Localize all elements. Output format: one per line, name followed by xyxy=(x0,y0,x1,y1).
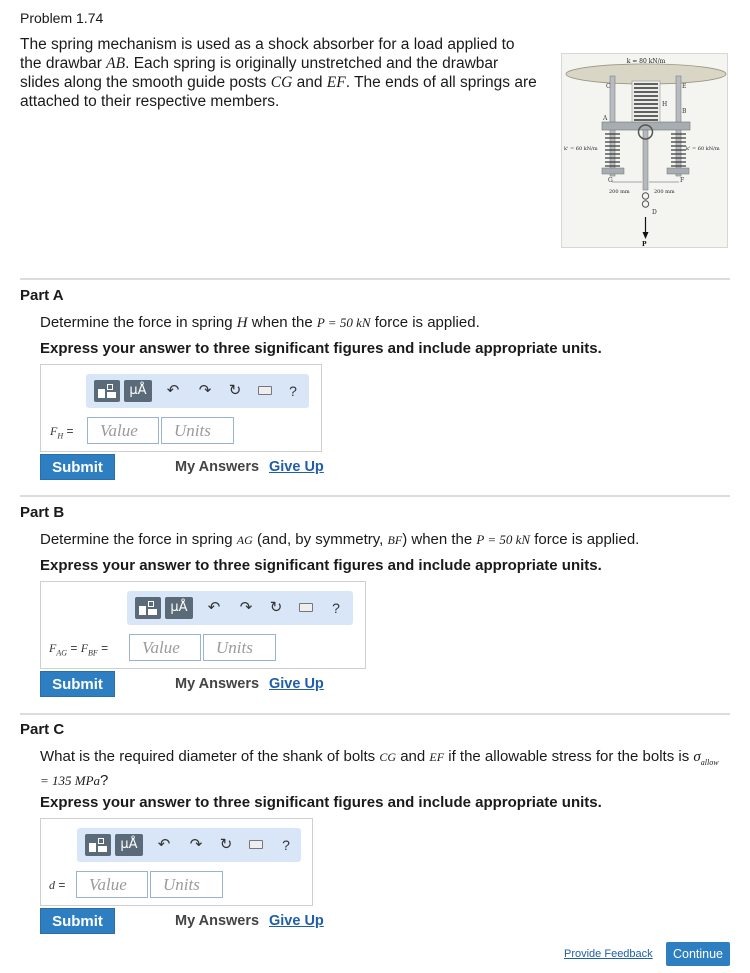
dim-right-label: 200 mm xyxy=(654,189,675,195)
part-b-title: Part B xyxy=(20,504,65,521)
problem-post-1-symbol: CG xyxy=(270,74,293,91)
mechanism-figure xyxy=(561,53,728,248)
part-c-stress-sub: allow xyxy=(700,758,719,767)
label-d: D xyxy=(652,209,657,216)
part-c-answer-box xyxy=(40,818,313,906)
label-e: E xyxy=(682,83,687,90)
part-b-label-2-sub: BF xyxy=(88,648,98,658)
problem-title: Problem 1.74 xyxy=(20,10,104,26)
part-a-spring-symbol: H xyxy=(236,315,248,331)
help-icon[interactable]: ? xyxy=(289,383,297,399)
part-a-instruction: Express your answer to three significant figures and include appropriate units. xyxy=(40,340,602,357)
part-c-q3: if the allowable stress for the bolts is xyxy=(448,748,690,765)
divider-part-a xyxy=(20,278,730,280)
part-a-title: Part A xyxy=(20,287,64,304)
part-c-bolt-2-symbol: EF xyxy=(429,750,445,764)
part-c-my-answers-link[interactable]: My Answers xyxy=(175,913,260,929)
label-p: P xyxy=(642,241,647,248)
part-b-q2: (and, by symmetry, xyxy=(256,531,384,548)
part-b-question xyxy=(40,531,730,549)
continue-button[interactable]: Continue xyxy=(666,942,730,966)
part-a-q2: when the xyxy=(251,314,313,331)
part-b-load: P = 50 kN xyxy=(476,532,531,547)
mechanism-diagram xyxy=(562,54,729,249)
part-c-give-up-link[interactable]: Give Up xyxy=(269,913,324,929)
part-a-toolbar xyxy=(86,374,309,408)
part-c-instruction: Express your answer to three significant figures and include appropriate units. xyxy=(40,794,602,811)
help-icon[interactable]: ? xyxy=(332,600,340,616)
part-c-units-input[interactable]: Units xyxy=(150,871,223,898)
redo-icon[interactable]: ↷ xyxy=(198,382,212,399)
part-b-q1: Determine the force in spring xyxy=(40,531,233,548)
redo-icon[interactable]: ↷ xyxy=(239,599,253,616)
part-c-q4: ? xyxy=(100,772,109,789)
divider-part-b xyxy=(20,495,730,497)
part-a-give-up-link[interactable]: Give Up xyxy=(269,459,324,475)
problem-post-2-symbol: EF xyxy=(326,74,346,91)
help-icon[interactable]: ? xyxy=(282,837,290,853)
templates-button[interactable] xyxy=(94,380,120,402)
templates-button[interactable] xyxy=(135,597,161,619)
undo-icon[interactable]: ↶ xyxy=(157,836,171,853)
part-b-submit-button[interactable]: Submit xyxy=(40,671,115,697)
problem-bar-symbol: AB xyxy=(106,55,126,72)
reset-icon[interactable]: ↻ xyxy=(269,599,283,616)
part-c-label-symbol: d xyxy=(49,878,55,892)
k-left-label: k' = 60 kN/m xyxy=(564,146,598,152)
templates-button[interactable] xyxy=(85,834,111,856)
part-c-toolbar xyxy=(77,828,301,862)
part-b-my-answers-link[interactable]: My Answers xyxy=(175,676,260,692)
part-b-units-input[interactable]: Units xyxy=(203,634,276,661)
part-a-label: $F_H$ = xyxy=(50,424,74,441)
label-f: F xyxy=(680,177,685,184)
k-right-label: k' = 60 kN/m xyxy=(686,146,720,152)
part-c-stress-value: = 135 MPa xyxy=(40,773,101,788)
label-g: G xyxy=(608,177,613,184)
problem-text-3: and xyxy=(296,74,323,91)
units-symbol-button[interactable]: μÅ xyxy=(165,597,193,619)
dim-left-label: 200 mm xyxy=(609,189,630,195)
part-a-label-sub: H xyxy=(57,431,64,441)
part-a-value-input[interactable]: Value xyxy=(87,417,159,444)
part-a-q3: force is applied. xyxy=(374,314,480,331)
part-c-stress-symbol: σ xyxy=(693,749,701,765)
part-b-instruction: Express your answer to three significant figures and include appropriate units. xyxy=(40,557,602,574)
keyboard-icon[interactable] xyxy=(299,603,313,612)
part-c-submit-button[interactable]: Submit xyxy=(40,908,115,934)
part-c-question xyxy=(40,748,730,790)
part-c-bolt-1-symbol: CG xyxy=(379,750,397,764)
part-c-q2: and xyxy=(400,748,426,765)
units-symbol-button[interactable]: μÅ xyxy=(124,380,152,402)
part-a-question xyxy=(40,314,730,332)
reset-icon[interactable]: ↻ xyxy=(228,382,242,399)
label-c: C xyxy=(606,83,611,90)
part-c-value-input[interactable]: Value xyxy=(76,871,148,898)
keyboard-icon[interactable] xyxy=(258,386,272,395)
part-a-label-symbol: F xyxy=(50,424,58,438)
part-b-label-2-symbol: F xyxy=(80,641,89,655)
provide-feedback-link[interactable]: Provide Feedback xyxy=(564,948,653,960)
k-top-label: k = 80 kN/m xyxy=(626,58,666,65)
part-b-value-input[interactable]: Value xyxy=(129,634,201,661)
part-b-q3: ) when the xyxy=(402,531,473,548)
part-b-label-1-sub: AG xyxy=(56,648,68,658)
part-a-answer-box xyxy=(40,364,322,452)
part-a-units-input[interactable]: Units xyxy=(161,417,234,444)
part-c-q1: What is the required diameter of the shank of bolts xyxy=(40,748,376,765)
label-h: H xyxy=(662,101,668,108)
part-a-my-answers-link[interactable]: My Answers xyxy=(175,459,260,475)
part-b-give-up-link[interactable]: Give Up xyxy=(269,676,324,692)
problem-text-1: The spring mechanism is used as a shock absorber for a load applied to the drawbar xyxy=(20,36,515,72)
undo-icon[interactable]: ↶ xyxy=(207,599,221,616)
undo-icon[interactable]: ↶ xyxy=(166,382,180,399)
units-symbol-button[interactable]: μÅ xyxy=(115,834,143,856)
label-a: A xyxy=(603,115,608,122)
part-b-q4: force is applied. xyxy=(534,531,640,548)
problem-text-2: . Each spring is originally unstretched and the drawbar slides along the smooth guide posts xyxy=(20,55,499,91)
part-a-load: P = 50 kN xyxy=(316,315,371,330)
reset-icon[interactable]: ↻ xyxy=(219,836,233,853)
part-b-spring-1-symbol: AG xyxy=(236,533,253,547)
divider-part-c xyxy=(20,713,730,715)
redo-icon[interactable]: ↷ xyxy=(189,836,203,853)
label-b: B xyxy=(682,108,687,115)
part-b-label: $F_{AG} = F_{BF}$ = xyxy=(49,641,109,658)
part-b-spring-2-symbol: BF xyxy=(387,533,403,547)
part-a-submit-button[interactable]: Submit xyxy=(40,454,115,480)
part-c-label: d = xyxy=(49,878,66,892)
part-a-q1: Determine the force in spring xyxy=(40,314,233,331)
keyboard-icon[interactable] xyxy=(249,840,263,849)
part-b-answer-box xyxy=(40,581,366,669)
problem-text-4: . The ends of all springs are attached to their respective members. xyxy=(20,74,537,110)
part-c-title: Part C xyxy=(20,721,65,738)
part-b-label-1-symbol: F xyxy=(49,641,57,655)
part-b-toolbar xyxy=(127,591,353,625)
